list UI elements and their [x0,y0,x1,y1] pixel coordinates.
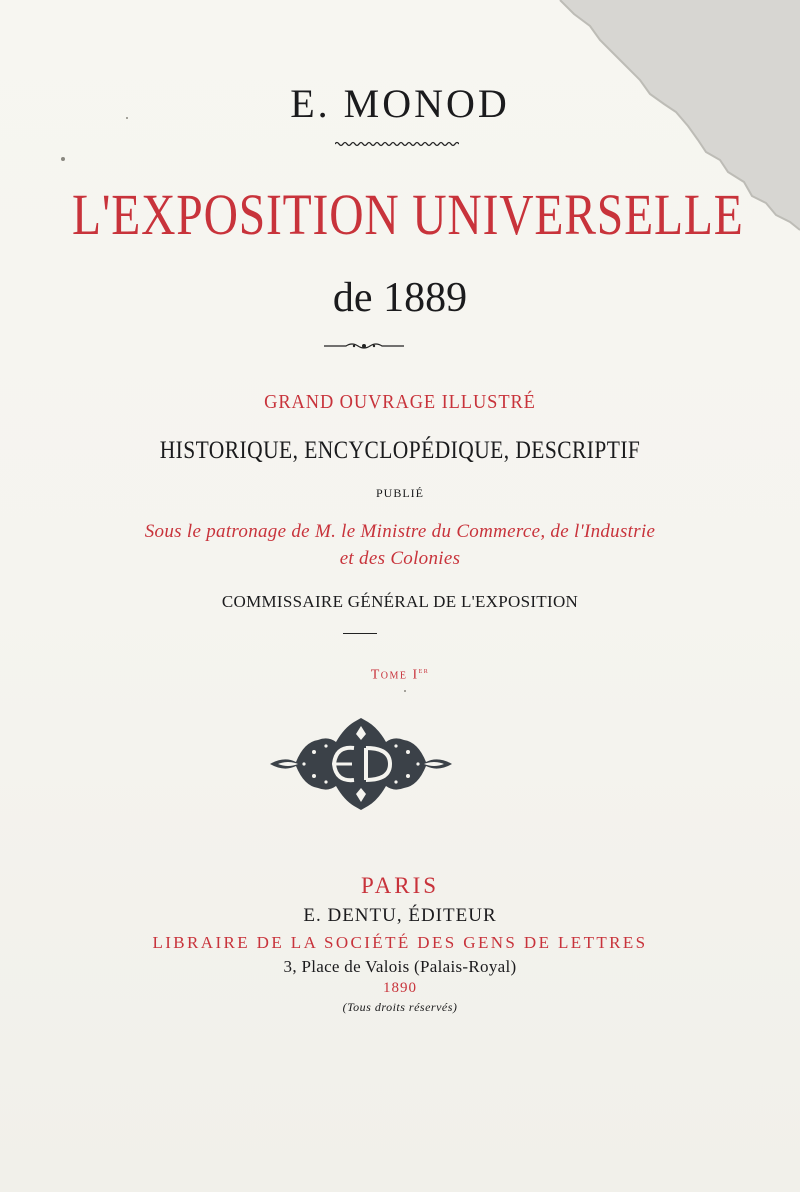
paper-speck [61,157,65,161]
publication-date: 1890 [383,980,417,996]
short-rule [343,633,377,634]
subtitle-descriptive: HISTORIQUE, ENCYCLOPÉDIQUE, DESCRIPTIF [159,437,641,464]
book-title: L'EXPOSITION UNIVERSELLE [72,182,744,247]
publication-city: PARIS [360,873,440,898]
patronage-line-1: Sous le patronage de M. le Ministre du Commerce, de l'Industrie [144,521,656,542]
flourish-divider-icon [324,341,404,351]
volume-label [0,665,800,684]
commissioner-line: COMMISSAIRE GÉNÉRAL DE L'EXPOSITION [221,592,579,611]
volume-suffix: er [418,665,430,675]
subtitle-illustrated: GRAND OUVRAGE ILLUSTRÉ [264,391,536,413]
paper-speck [126,117,128,119]
publisher-address: 3, Place de Valois (Palais-Royal) [283,957,517,976]
author-name: E. MONOD [290,81,510,126]
published-label: PUBLIÉ [376,486,424,500]
volume-text: Tome I [370,667,419,683]
patronage-line-2: et des Colonies [339,548,461,569]
wavy-rule-icon [335,141,459,147]
ed-monogram-ornament-icon [266,718,456,810]
rights-notice: (Tous droits réservés) [342,1000,458,1014]
publisher-name: E. DENTU, ÉDITEUR [303,905,497,926]
book-year: de 1889 [332,275,468,321]
paper-speck [404,690,406,692]
bookshop-line: LIBRAIRE DE LA SOCIÉTÉ DES GENS DE LETTRES [152,933,648,952]
